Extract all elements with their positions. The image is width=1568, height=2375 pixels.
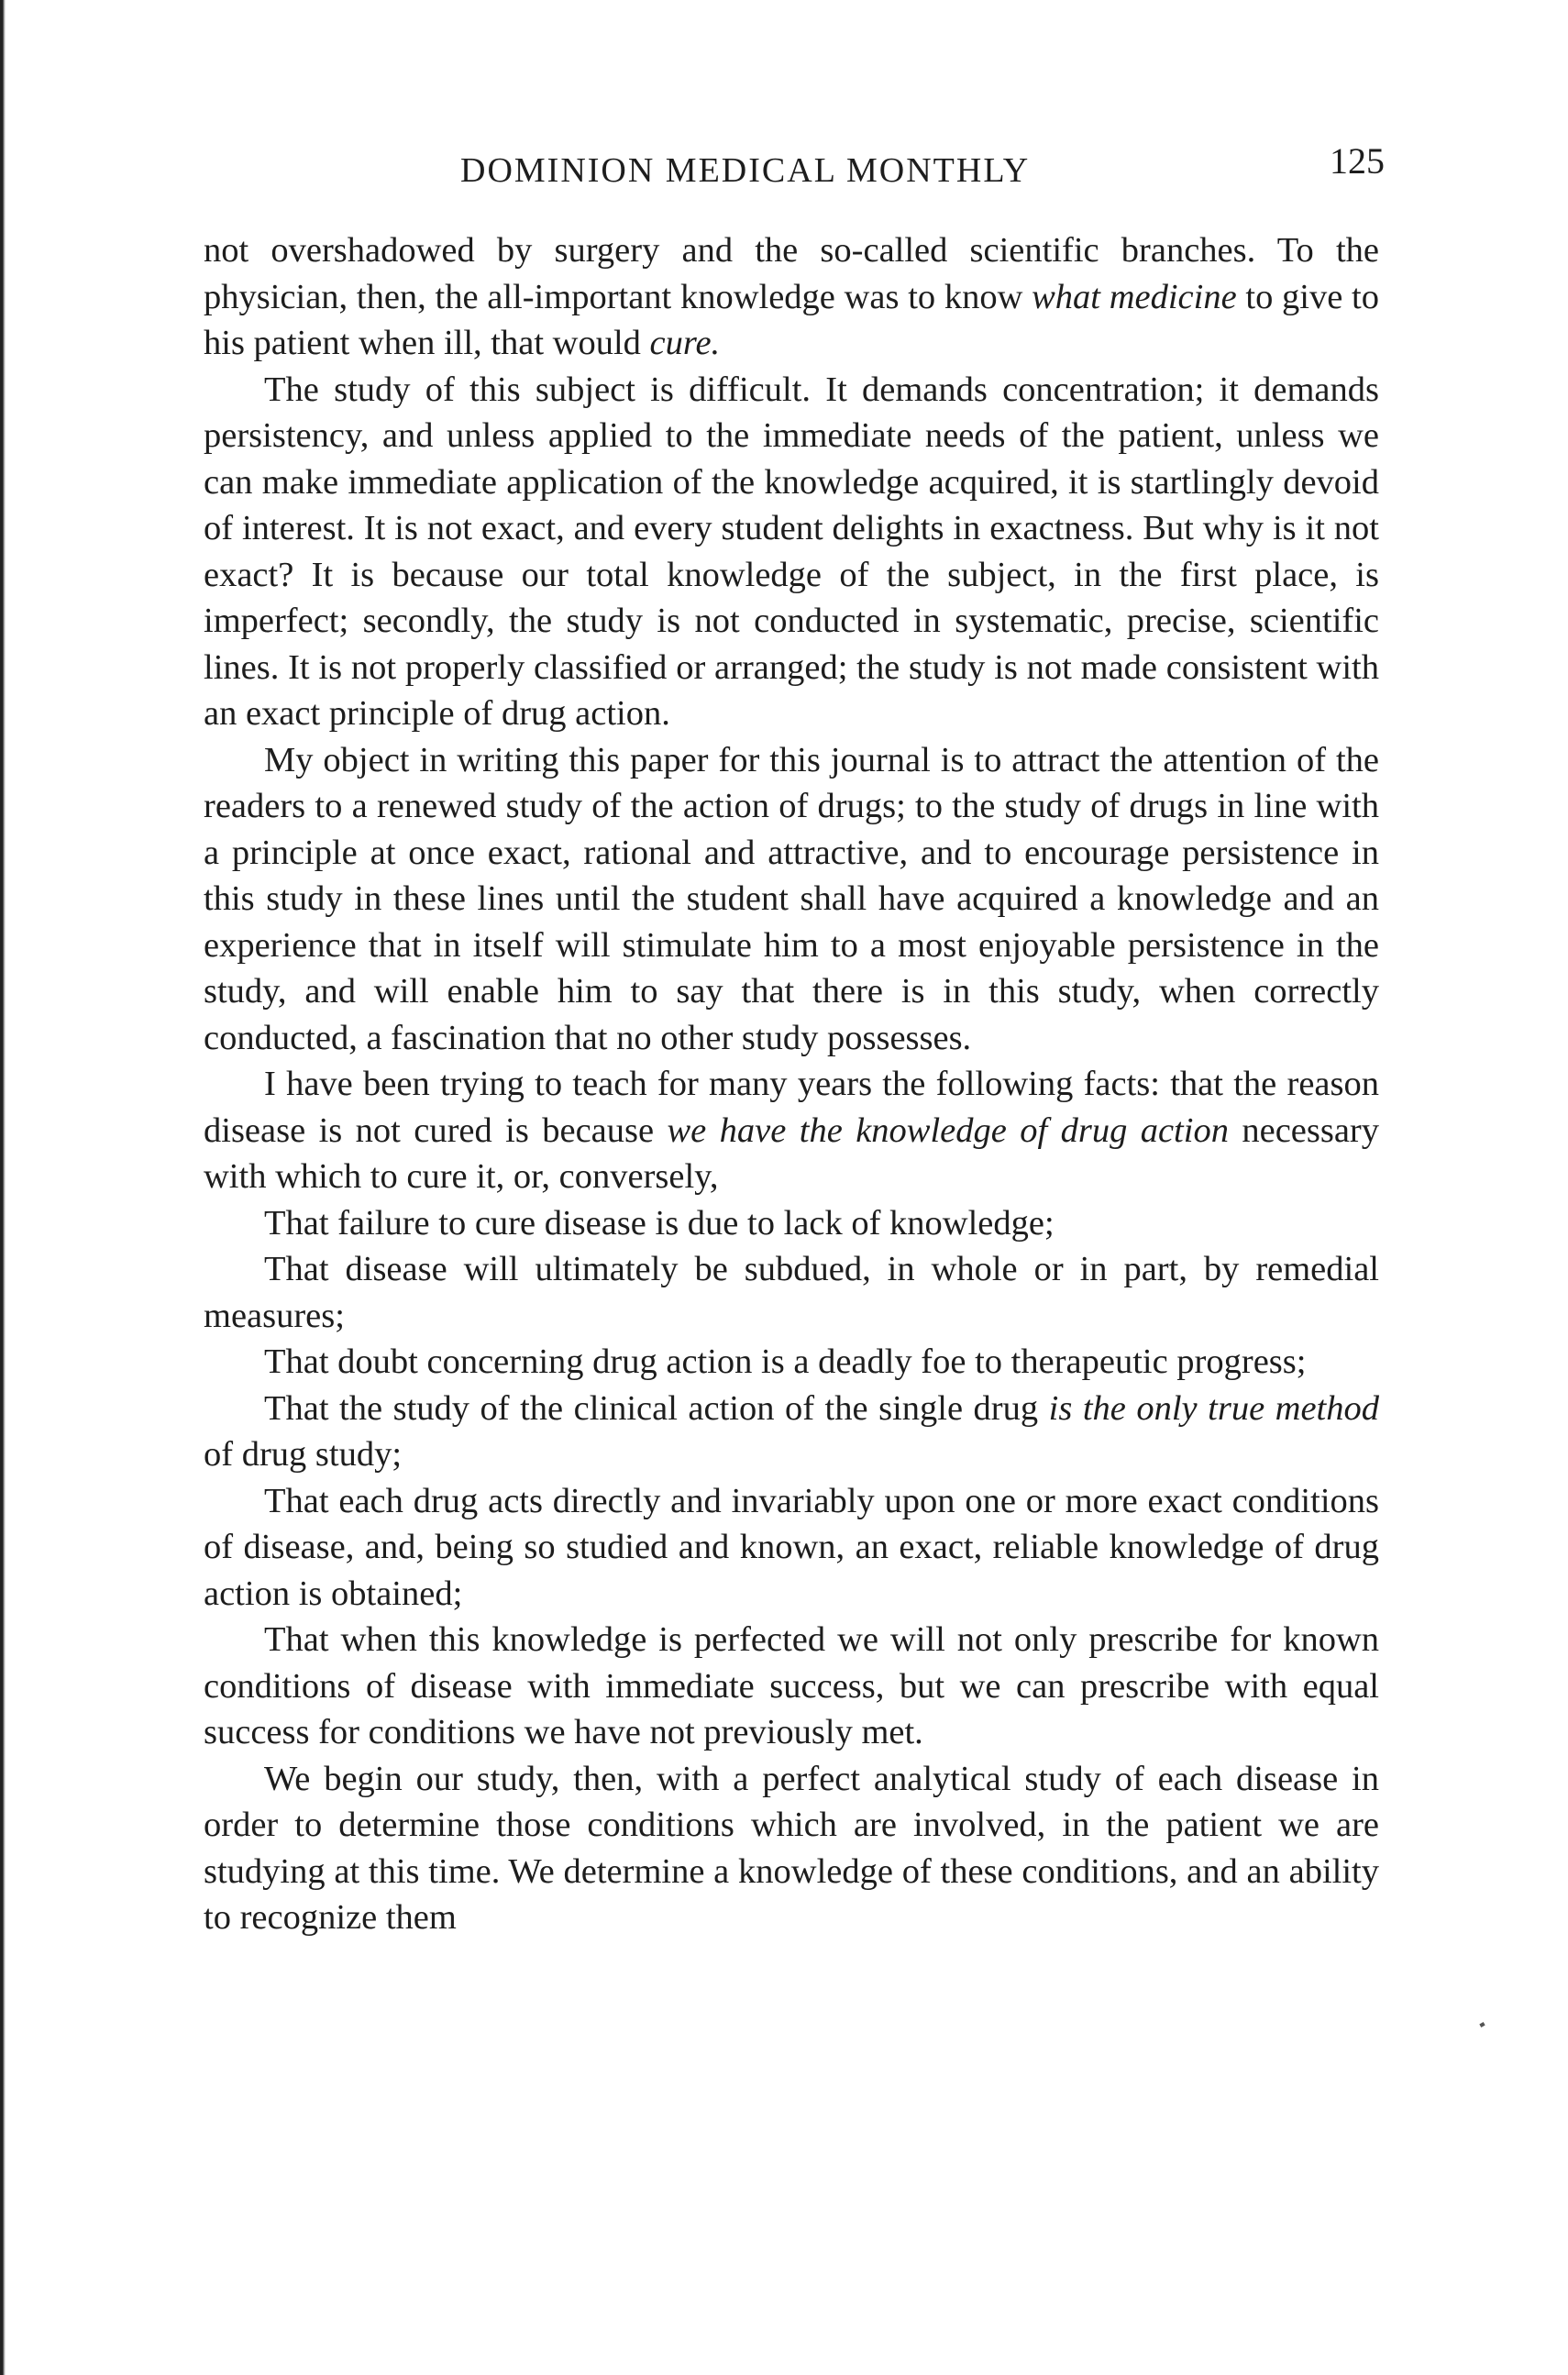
article-body: [204, 227, 1379, 1941]
text-run: to give to his patient when ill, that would: [204, 277, 1380, 362]
text-run: My object in writing this paper for this journal is to attract the attention of the readers to a renewed study of the action of drugs; to the study of drugs in line with a principle at once exact, rational and attractive, and to encourage persistence in this study in these lines until the student shall have acquired a knowledge and an experience that in itself will stimulate him to a most enjoyable persistence in the study, and will enable him to say that there is in this study, when correctly conducted, a fascination that no other study possesses.: [204, 740, 1379, 1057]
paragraph: [204, 1478, 1379, 1618]
text-run: The study of this subject is difficult. It demands concentration; it demands persistency, and unless applied to the immediate needs of the patient, unless we can make immediate application of the knowledge acquired, it is startlingly devoid of interest. It is not exact, and every student delights in exactness. But why is it not exact? It is because our total knowledge of the subject, in the first place, is imperfect; secondly, the study is not conducted in systematic, precise, scientific lines. It is not properly classified or arranged; the study is not made consistent with an exact principle of drug action.: [204, 370, 1379, 733]
paragraph: [204, 1339, 1379, 1386]
running-title: DOMINION MEDICAL MONTHLY: [460, 151, 1031, 190]
text-run: of drug study;: [204, 1435, 403, 1474]
page-header: [202, 136, 1385, 209]
text-run: That the study of the clinical action of the single drug: [264, 1388, 1049, 1428]
paragraph: [204, 737, 1379, 1062]
italic-run: we have the knowledge of drug action: [667, 1110, 1229, 1150]
page-number: 125: [1330, 140, 1385, 182]
text-run: That failure to cure disease is due to lack of knowledge;: [264, 1203, 1055, 1243]
italic-run: what medicine: [1032, 277, 1237, 316]
paragraph: [204, 227, 1379, 367]
stray-ink-mark: [1479, 2022, 1485, 2027]
text-run: That doubt concerning drug action is a deadly foe to therapeutic progress;: [264, 1342, 1307, 1381]
paragraph: [204, 1061, 1379, 1200]
paragraph: [204, 1756, 1379, 1941]
paragraph: [204, 1386, 1379, 1478]
text-run: That each drug acts directly and invariably upon one or more exact conditions of disease, and, being so studied and known, an exact, reliable knowledge of drug action is obtained;: [204, 1481, 1379, 1613]
text-run: We begin our study, then, with a perfect analytical study of each disease in order to determine those conditions which are involved, in the patient we are studying at this time. We determine a knowledge of these conditions, and an ability to recognize them: [204, 1759, 1379, 1937]
text-run: not overshadowed by surgery and the so-called scientific branches. To the physician, then, the all-important knowledge was to know: [204, 231, 1379, 316]
text-run: That when this knowledge is perfected we will not only prescribe for known conditions of disease with immediate success, but we can prescribe with equal success for conditions we have not previously met.: [204, 1620, 1379, 1751]
text-run: necessary with which to cure it, or, conversely,: [204, 1110, 1379, 1196]
paragraph: [204, 367, 1379, 737]
text-run: That disease will ultimately be subdued, in whole or in part, by remedial measures;: [204, 1250, 1379, 1335]
text-run: I have been trying to teach for many years the following facts: that the reason disease is not cured is because: [204, 1065, 1379, 1150]
paragraph: [204, 1200, 1379, 1247]
paragraph: [204, 1246, 1379, 1339]
italic-run: is the only true method: [1048, 1388, 1379, 1428]
paragraph: [204, 1617, 1379, 1756]
italic-run: cure.: [649, 324, 721, 362]
scan-edge: [0, 0, 6, 2375]
